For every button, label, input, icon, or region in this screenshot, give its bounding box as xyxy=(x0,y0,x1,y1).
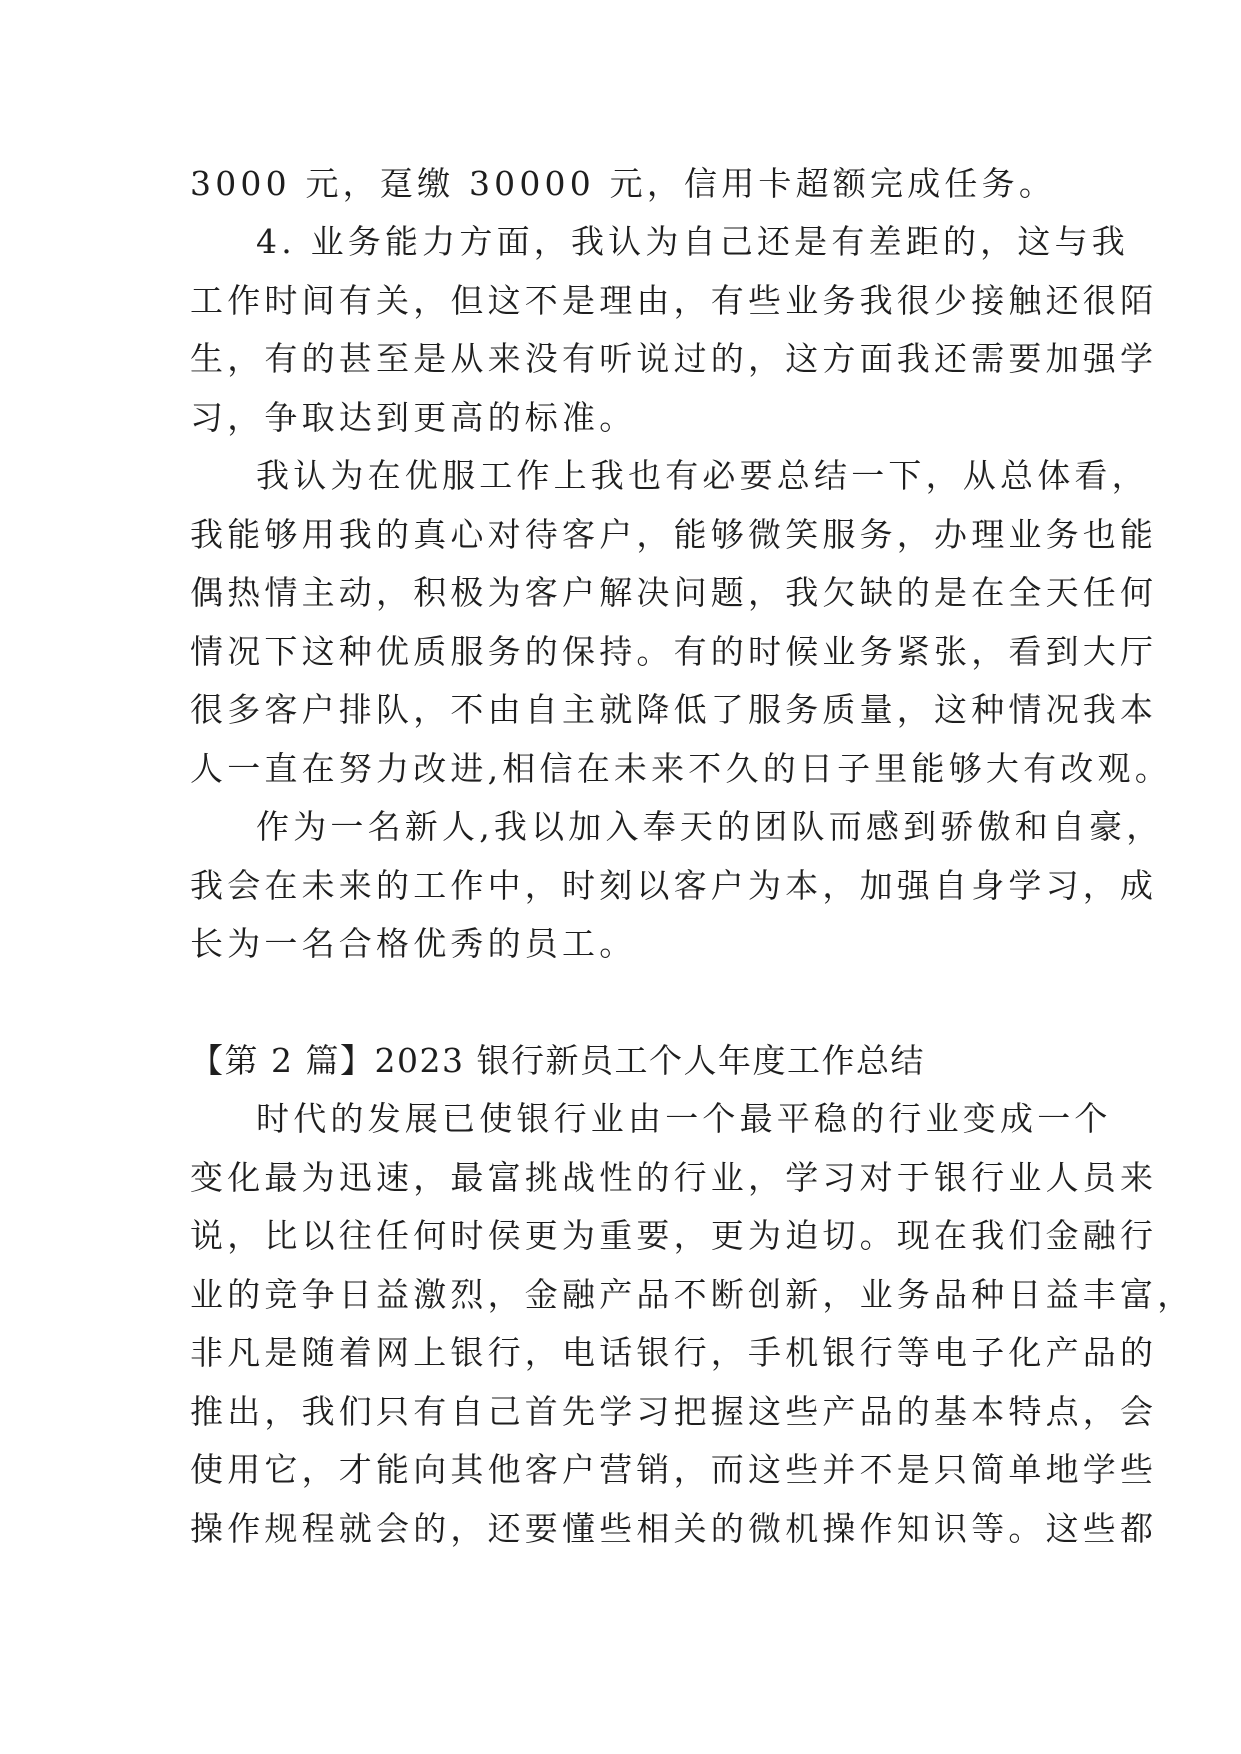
paragraph-line: 非凡是随着网上银行，电话银行，手机银行等电子化产品的 xyxy=(190,1333,1158,1372)
paragraph-line: 说，比以往任何时侯更为重要，更为迫切。现在我们金融行 xyxy=(190,1216,1158,1255)
paragraph-line: 变化最为迅速，最富挑战性的行业，学习对于银行业人员来 xyxy=(190,1158,1158,1197)
paragraph-line: 4. 业务能力方面，我认为自己还是有差距的，这与我 xyxy=(256,222,1129,261)
paragraph-line: 人一直在努力改进,相信在未来不久的日子里能够大有改观。 xyxy=(190,749,1172,788)
paragraph-line: 偶热情主动，积极为客户解决问题，我欠缺的是在全天任何 xyxy=(190,573,1158,612)
paragraph-line: 使用它，才能向其他客户营销，而这些并不是只简单地学些 xyxy=(190,1450,1158,1489)
paragraph-line: 习，争取达到更高的标准。 xyxy=(190,398,637,437)
paragraph-line: 情况下这种优质服务的保持。有的时候业务紧张，看到大厅 xyxy=(190,632,1158,671)
paragraph-line: 我认为在优服工作上我也有必要总结一下，从总体看， xyxy=(256,456,1149,495)
paragraph-line: 推出，我们只有自己首先学习把握这些产品的基本特点，会 xyxy=(190,1392,1158,1431)
paragraph-line: 操作规程就会的，还要懂些相关的微机操作知识等。这些都 xyxy=(190,1509,1158,1548)
paragraph-line: 很多客户排队，不由自主就降低了服务质量，这种情况我本 xyxy=(190,690,1158,729)
paragraph-line: 3000 元，趸缴 30000 元，信用卡超额完成任务。 xyxy=(190,164,1057,203)
paragraph-line: 工作时间有关，但这不是理由，有些业务我很少接触还很陌 xyxy=(190,281,1158,320)
paragraph-line: 长为一名合格优秀的员工。 xyxy=(190,924,637,963)
section-heading: 【第 2 篇】2023 银行新员工个人年度工作总结 xyxy=(190,1041,925,1080)
paragraph-line: 我能够用我的真心对待客户，能够微笑服务，办理业务也能 xyxy=(190,515,1158,554)
paragraph-line: 我会在未来的工作中，时刻以客户为本，加强自身学习，成 xyxy=(190,866,1158,905)
paragraph-line: 时代的发展已使银行业由一个最平稳的行业变成一个 xyxy=(256,1099,1112,1138)
paragraph-line: 业的竞争日益激烈，金融产品不断创新，业务品种日益丰富， xyxy=(190,1275,1195,1314)
paragraph-line: 作为一名新人,我以加入奉天的团队而感到骄傲和自豪， xyxy=(256,807,1164,846)
paragraph-line: 生，有的甚至是从来没有听说过的，这方面我还需要加强学 xyxy=(190,339,1158,378)
